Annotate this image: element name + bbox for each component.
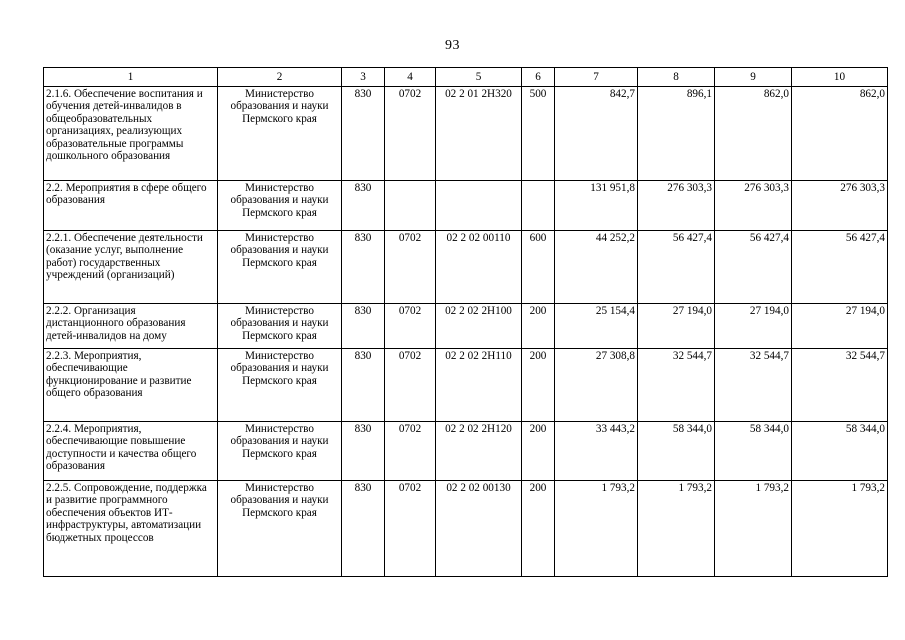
- cell-col6: 500: [522, 87, 555, 181]
- header-cell: 7: [555, 68, 638, 87]
- cell-col10: 58 344,0: [792, 422, 888, 481]
- ministry-cell: Министерство образования и науки Пермского края: [218, 181, 342, 231]
- cell-col4: 0702: [385, 481, 436, 577]
- cell-col7: 44 252,2: [555, 231, 638, 304]
- cell-col9: 1 793,2: [715, 481, 792, 577]
- budget-table: [43, 67, 888, 577]
- cell-col4: 0702: [385, 231, 436, 304]
- cell-col7: 25 154,4: [555, 304, 638, 349]
- cell-col8: 276 303,3: [638, 181, 715, 231]
- cell-col9: 32 544,7: [715, 349, 792, 422]
- table-row: [44, 349, 888, 422]
- activity-name-cell: 2.2.3. Мероприятия, обеспечивающие функционирование и развитие общего образования: [44, 349, 218, 422]
- header-cell: 8: [638, 68, 715, 87]
- header-cell: 6: [522, 68, 555, 87]
- table-row: [44, 181, 888, 231]
- cell-col6: 600: [522, 231, 555, 304]
- cell-col3: 830: [342, 349, 385, 422]
- cell-col6: 200: [522, 349, 555, 422]
- ministry-cell: Министерство образования и науки Пермского края: [218, 349, 342, 422]
- activity-name-cell: 2.2.4. Мероприятия, обеспечивающие повышение доступности и качества общего образования: [44, 422, 218, 481]
- cell-col10: 1 793,2: [792, 481, 888, 577]
- cell-col8: 58 344,0: [638, 422, 715, 481]
- cell-col6: [522, 181, 555, 231]
- cell-col8: 896,1: [638, 87, 715, 181]
- cell-col8: 32 544,7: [638, 349, 715, 422]
- cell-col3: 830: [342, 481, 385, 577]
- activity-name-cell: 2.2. Мероприятия в сфере общего образования: [44, 181, 218, 231]
- cell-col3: 830: [342, 181, 385, 231]
- cell-col10: 862,0: [792, 87, 888, 181]
- cell-col4: [385, 181, 436, 231]
- cell-col7: 33 443,2: [555, 422, 638, 481]
- cell-col5: 02 2 02 00130: [436, 481, 522, 577]
- ministry-cell: Министерство образования и науки Пермского края: [218, 231, 342, 304]
- activity-name-cell: 2.2.5. Сопровождение, поддержка и развитие программного обеспечения объектов ИТ-инфраструктуры, автоматизации бюджетных процессов: [44, 481, 218, 577]
- page-number: 93: [445, 38, 460, 53]
- ministry-cell: Министерство образования и науки Пермского края: [218, 87, 342, 181]
- cell-col3: 830: [342, 87, 385, 181]
- cell-col4: 0702: [385, 422, 436, 481]
- cell-col5: 02 2 02 2Н120: [436, 422, 522, 481]
- header-row: [44, 68, 888, 87]
- activity-name-cell: 2.2.1. Обеспечение деятельности (оказание услуг, выполнение работ) государственных учреждений (организаций): [44, 231, 218, 304]
- header-cell: 3: [342, 68, 385, 87]
- cell-col6: 200: [522, 304, 555, 349]
- cell-col7: 131 951,8: [555, 181, 638, 231]
- cell-col8: 1 793,2: [638, 481, 715, 577]
- header-cell: 4: [385, 68, 436, 87]
- cell-col3: 830: [342, 422, 385, 481]
- table-row: [44, 481, 888, 577]
- cell-col5: [436, 181, 522, 231]
- cell-col10: 27 194,0: [792, 304, 888, 349]
- header-cell: 2: [218, 68, 342, 87]
- cell-col9: 27 194,0: [715, 304, 792, 349]
- cell-col5: 02 2 02 2Н100: [436, 304, 522, 349]
- cell-col4: 0702: [385, 304, 436, 349]
- cell-col9: 56 427,4: [715, 231, 792, 304]
- table-row: [44, 231, 888, 304]
- activity-name-cell: 2.1.6. Обеспечение воспитания и обучения детей-инвалидов в общеобразовательных организациях, реализующих образовательные программы дошкольного образования: [44, 87, 218, 181]
- cell-col10: 32 544,7: [792, 349, 888, 422]
- cell-col5: 02 2 02 00110: [436, 231, 522, 304]
- ministry-cell: Министерство образования и науки Пермского края: [218, 481, 342, 577]
- cell-col8: 56 427,4: [638, 231, 715, 304]
- table-row: [44, 304, 888, 349]
- cell-col10: 56 427,4: [792, 231, 888, 304]
- cell-col8: 27 194,0: [638, 304, 715, 349]
- ministry-cell: Министерство образования и науки Пермского края: [218, 304, 342, 349]
- cell-col10: 276 303,3: [792, 181, 888, 231]
- cell-col5: 02 2 02 2Н110: [436, 349, 522, 422]
- cell-col6: 200: [522, 481, 555, 577]
- table-row: [44, 422, 888, 481]
- cell-col7: 1 793,2: [555, 481, 638, 577]
- cell-col6: 200: [522, 422, 555, 481]
- cell-col4: 0702: [385, 87, 436, 181]
- cell-col9: 862,0: [715, 87, 792, 181]
- cell-col3: 830: [342, 304, 385, 349]
- activity-name-cell: 2.2.2. Организация дистанционного образования детей-инвалидов на дому: [44, 304, 218, 349]
- cell-col5: 02 2 01 2Н320: [436, 87, 522, 181]
- header-cell: 5: [436, 68, 522, 87]
- table-row: [44, 87, 888, 181]
- header-cell: 1: [44, 68, 218, 87]
- cell-col9: 276 303,3: [715, 181, 792, 231]
- header-cell: 9: [715, 68, 792, 87]
- cell-col7: 27 308,8: [555, 349, 638, 422]
- cell-col3: 830: [342, 231, 385, 304]
- cell-col9: 58 344,0: [715, 422, 792, 481]
- cell-col7: 842,7: [555, 87, 638, 181]
- header-cell: 10: [792, 68, 888, 87]
- ministry-cell: Министерство образования и науки Пермского края: [218, 422, 342, 481]
- cell-col4: 0702: [385, 349, 436, 422]
